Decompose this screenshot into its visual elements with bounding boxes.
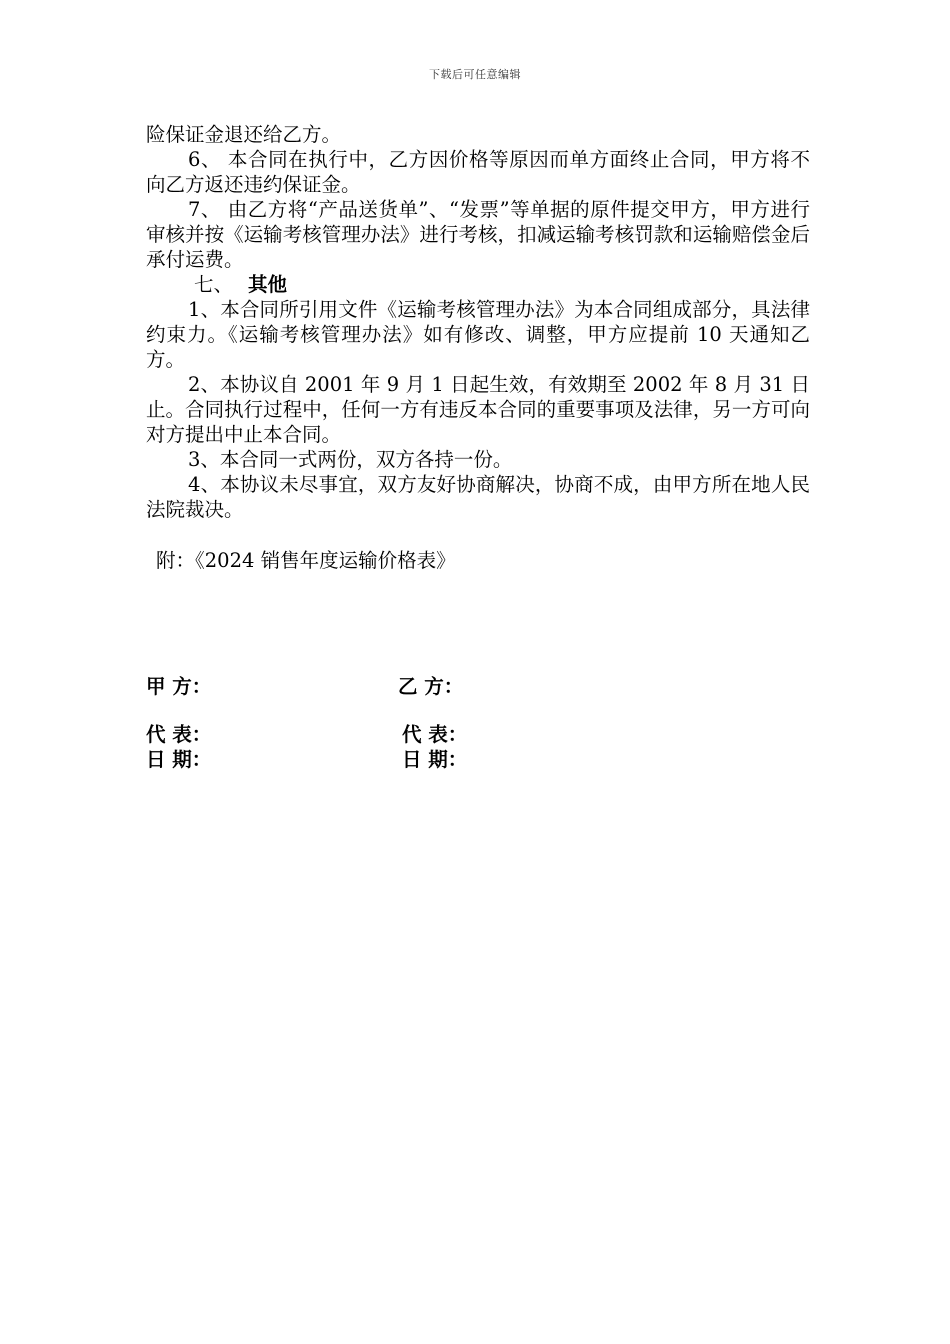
- page-header-note: 下载后可任意编辑: [429, 68, 521, 81]
- paragraph-clause-7: 7、 由乙方将“产品送货单”、“发票”等单据的原件提交甲方，甲方进行审核并按《运输考核管理办法》进行考核，扣减运输考核罚款和运输赔偿金后承付运费。: [146, 198, 810, 271]
- signature-row-date: [146, 747, 646, 772]
- section-number: 七、: [194, 273, 234, 296]
- paragraph-deposit-return: 险保证金退还给乙方。: [146, 123, 342, 146]
- signature-row-representative: [146, 722, 646, 747]
- section-title: 其他: [248, 273, 288, 296]
- party-a-label: 甲 方：: [146, 675, 212, 698]
- paragraph-clause-6: 6、 本合同在执行中，乙方因价格等原因而单方面终止合同，甲方将不向乙方返还违约保证金。: [146, 148, 810, 196]
- contract-body: [146, 122, 810, 573]
- party-b-label: 乙 方：: [398, 675, 464, 698]
- signature-row-party: [146, 674, 646, 699]
- date-a-label: 日 期：: [146, 748, 212, 771]
- paragraph-other-2: 2、本协议自 2001 年 9 月 1 日起生效，有效期至 2002 年 8 月 31 日止。合同执行过程中，任何一方有违反本合同的重要事项及法律，另一方可向对方提出中止本合同。: [146, 373, 810, 446]
- paragraph-other-4: 4、本协议未尽事宜，双方友好协商解决，协商不成，由甲方所在地人民法院裁决。: [146, 473, 810, 521]
- date-b-label: 日 期：: [402, 748, 468, 771]
- section-heading-other: [146, 272, 810, 297]
- paragraph-other-1: 1、本合同所引用文件《运输考核管理办法》为本合同组成部分，具法律约束力。《运输考核管理办法》如有修改、调整，甲方应提前 10 天通知乙方。: [146, 298, 810, 371]
- paragraph-other-3: 3、本合同一式两份，双方各持一份。: [188, 448, 513, 471]
- representative-a-label: 代 表：: [146, 723, 212, 746]
- representative-b-label: 代 表：: [402, 723, 468, 746]
- attachment-line: 附：《2024 销售年度运输价格表》: [156, 549, 456, 572]
